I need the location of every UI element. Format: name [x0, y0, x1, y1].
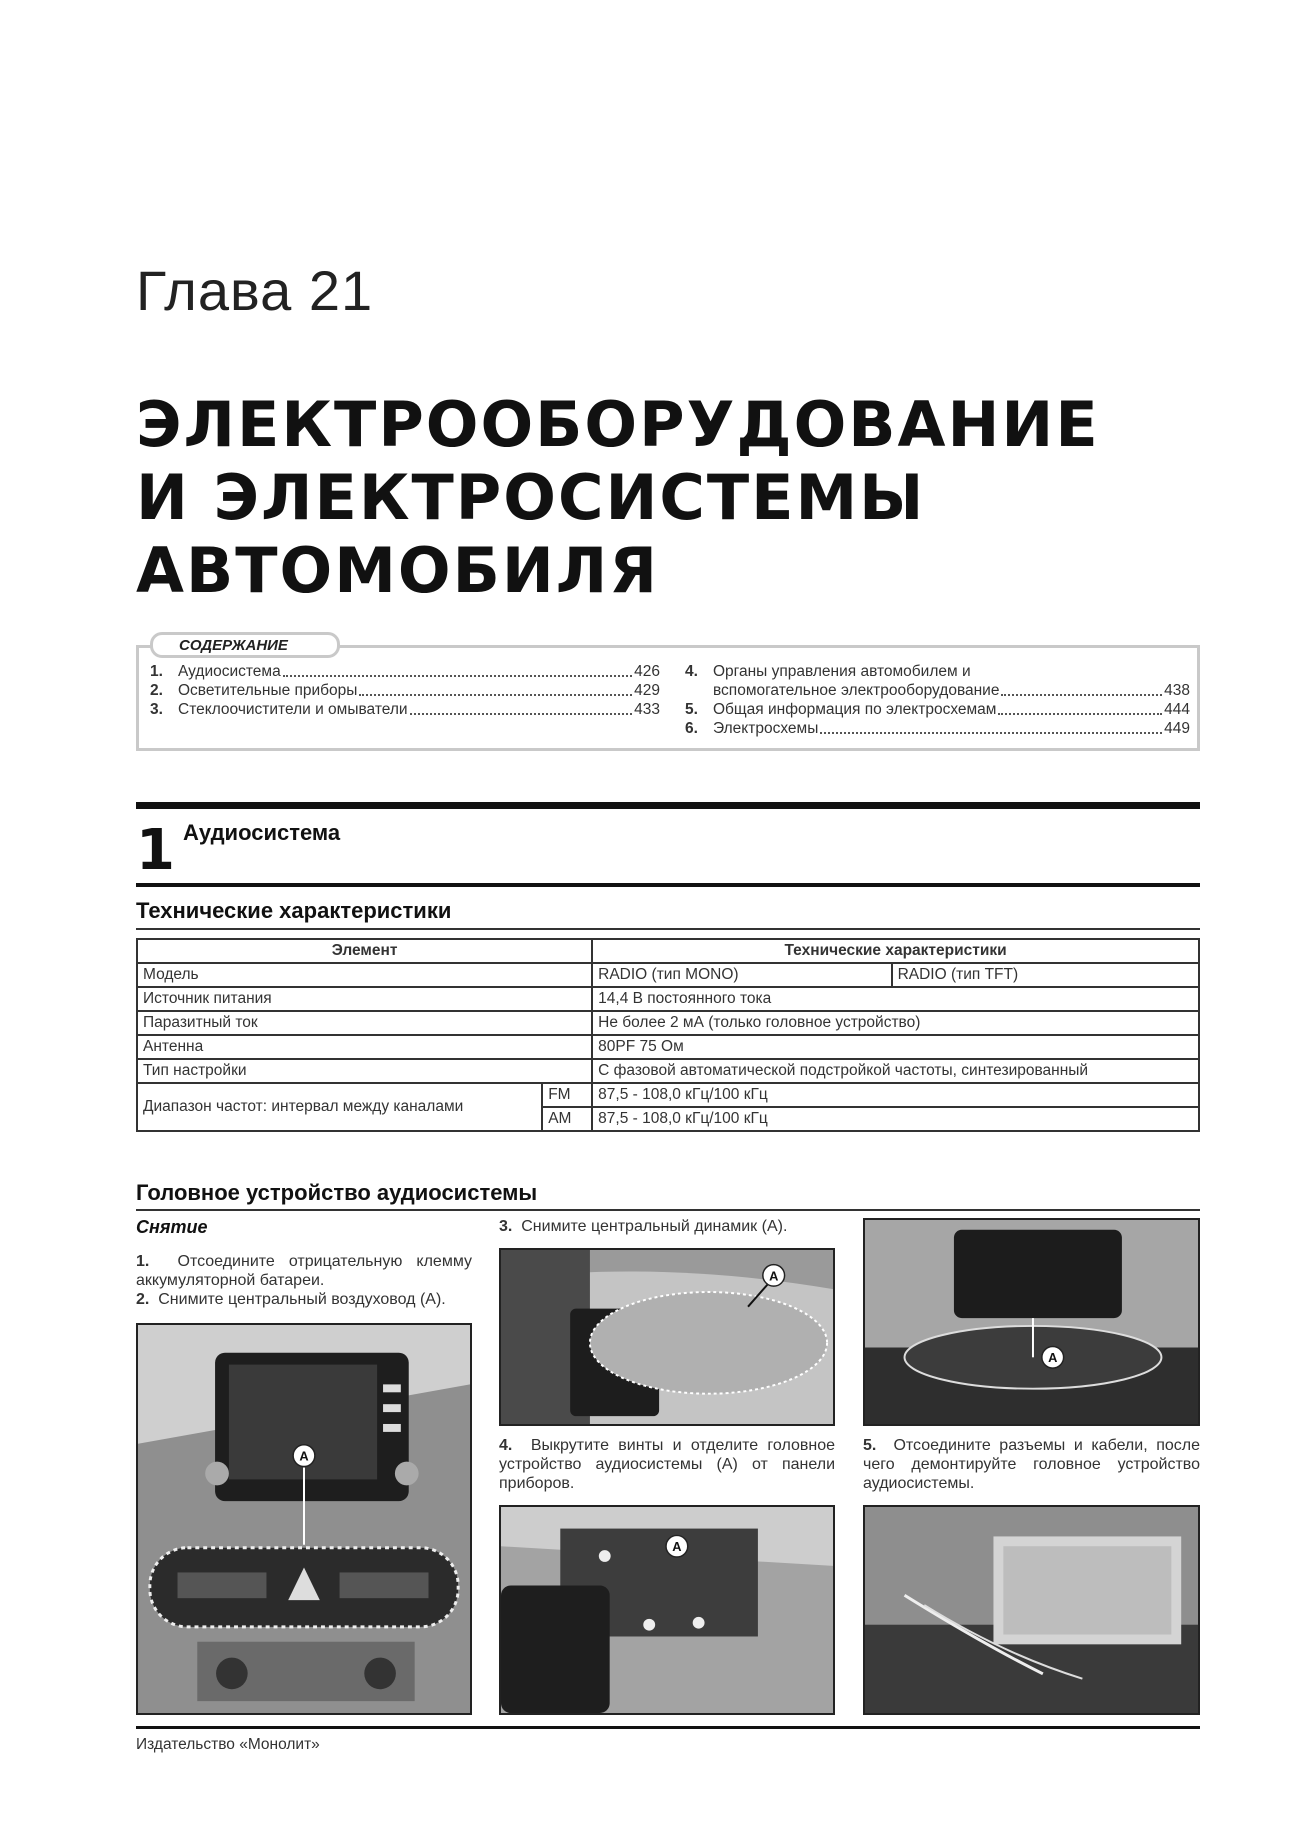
callout-label: A [769, 1268, 779, 1284]
section-title: Аудиосистема [183, 820, 341, 845]
photo-head-unit-screws [499, 1505, 835, 1715]
removal-subheading: Снятие [136, 1217, 208, 1237]
step-2: 2. Снимите центральный воздуховод (А). [136, 1291, 446, 1308]
toc-item[interactable]: 2. Осветительные приборы 429 [150, 682, 660, 699]
table-row [137, 1035, 1199, 1059]
specs-heading: Технические характеристики [136, 898, 452, 923]
table-row [137, 1011, 1199, 1035]
table-row [137, 1059, 1199, 1083]
chapter-label: Глава 21 [136, 259, 374, 322]
row-label: Тип настройки [137, 1059, 592, 1083]
cell-band: AM [542, 1107, 592, 1131]
cell-value: 80PF 75 Ом [592, 1035, 1199, 1059]
section-top-rule [136, 802, 1200, 809]
toc-column-left [150, 662, 660, 719]
toc-item-continuation[interactable]: вспомогательное электрооборудование 438 [713, 682, 1190, 699]
photo-air-duct [136, 1323, 472, 1715]
row-label: Паразитный ток [137, 1011, 592, 1035]
cell-value: Не более 2 мА (только головное устройство) [592, 1011, 1199, 1035]
row-label: Источник питания [137, 987, 592, 1011]
row-label: Диапазон частот: интервал между каналами [137, 1083, 542, 1131]
cell-band: FM [542, 1083, 592, 1107]
callout-label: A [1048, 1350, 1058, 1366]
table-row [137, 987, 1199, 1011]
step-4: 4. Выкрутите винты и отделите головное устройство аудиосистемы (А) от панели приборов. [499, 1437, 836, 1492]
photo-center-speaker [499, 1248, 835, 1426]
cell-value: 14,4 В постоянного тока [592, 987, 1199, 1011]
section-number: 1 [136, 818, 175, 883]
table-header-row [137, 939, 1199, 963]
chapter-title [136, 388, 1100, 607]
table-row [137, 1083, 1199, 1107]
chapter-title-line: ЭЛЕКТРООБОРУДОВАНИЕ [136, 388, 1100, 461]
toc-column-right [685, 662, 1190, 738]
footer-rule [136, 1726, 1200, 1729]
specs-heading-rule [136, 928, 1200, 930]
cell-value: 87,5 - 108,0 кГц/100 кГц [592, 1107, 1199, 1131]
toc-item[interactable]: 6. Электросхемы 449 [685, 720, 1190, 737]
toc-item[interactable]: 3. Стеклоочистители и омыватели 433 [150, 701, 660, 718]
step-3: 3. Снимите центральный динамик (А). [499, 1218, 788, 1235]
chapter-title-line: АВТОМОБИЛЯ [136, 534, 660, 607]
toc-item[interactable]: 1. Аудиосистема 426 [150, 663, 660, 680]
column-header: Элемент [137, 939, 592, 963]
step-1: 1. Отсоедините отрицательную клемму аккумуляторной батареи. [136, 1253, 472, 1289]
photo-head-unit-removed [863, 1505, 1200, 1715]
cell-value: 87,5 - 108,0 кГц/100 кГц [592, 1083, 1199, 1107]
photo-speaker-removed [863, 1218, 1200, 1426]
table-row [137, 963, 1199, 987]
section-bottom-rule [136, 883, 1200, 887]
cell-value: С фазовой автоматической подстройкой частоты, синтезированный [592, 1059, 1199, 1083]
row-label: Модель [137, 963, 592, 987]
toc-item[interactable]: 5. Общая информация по электросхемам 444 [685, 701, 1190, 718]
row-label: Антенна [137, 1035, 592, 1059]
specs-table [136, 938, 1200, 1132]
toc-item[interactable]: 4. Органы управления автомобилем и [685, 663, 971, 680]
column-header: Технические характеристики [592, 939, 1199, 963]
toc-heading: СОДЕРЖАНИЕ [150, 632, 340, 658]
footer-publisher: Издательство «Монолит» [136, 1736, 320, 1753]
head-unit-heading: Головное устройство аудиосистемы [136, 1180, 538, 1205]
head-unit-heading-rule [136, 1209, 1200, 1211]
callout-label: A [299, 1448, 309, 1464]
step-5: 5. Отсоедините разъемы и кабели, после чего демонтируйте головное устройство аудиосистемы. [863, 1437, 1200, 1492]
callout-label: A [672, 1539, 682, 1555]
cell-value: RADIO (тип TFT) [892, 963, 1199, 987]
cell-value: RADIO (тип MONO) [592, 963, 891, 987]
chapter-title-line: И ЭЛЕКТРОСИСТЕМЫ [136, 461, 926, 534]
